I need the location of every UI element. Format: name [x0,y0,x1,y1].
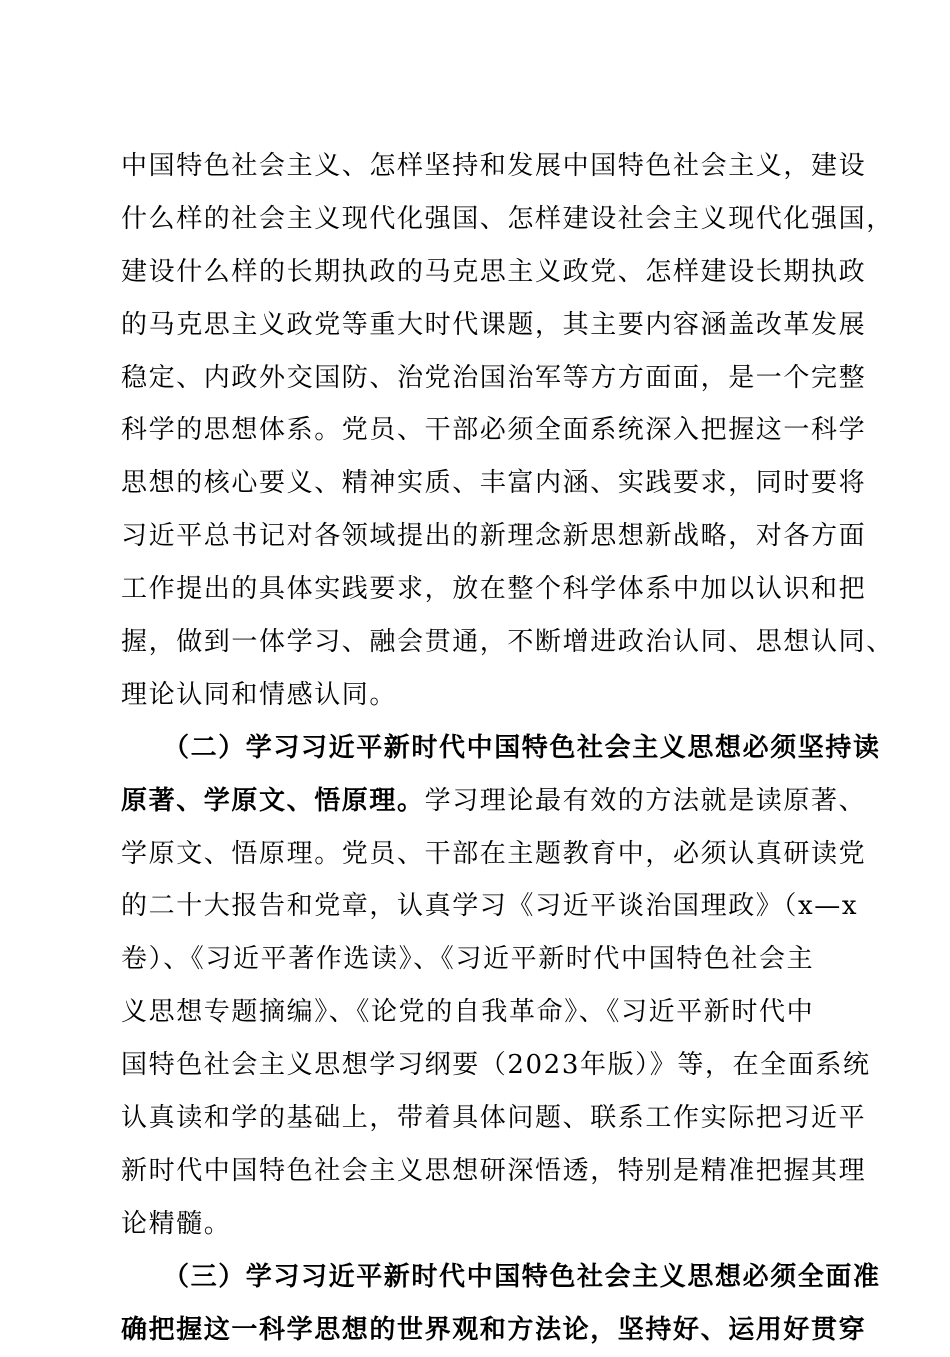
section-3-line [121,1304,867,1357]
section-2-line: 卷）、《习近平著作选读》、《习近平新时代中国特色社会主 [121,944,815,975]
body-line: 握，做到一体学习、融会贯通，不断增进政治认同、思想认同、 [121,627,894,658]
section-2-line: 认真读和学的基础上，带着具体问题、联系工作实际把习近平 [121,1103,867,1134]
section-2-line [121,775,867,828]
section-3-heading: （三）学习习近平新时代中国特色社会主义思想必须全面准 [163,1261,881,1292]
section-3-heading-cont: 确把握这一科学思想的世界观和方法论，坚持好、运用好贯穿 [121,1314,867,1345]
section-2-text: 学习理论最有效的方法就是读原著、 [424,785,867,816]
body-line: 稳定、内政外交国防、治党治国治军等方方面面，是一个完整 [121,362,867,393]
section-3-heading-line [121,1251,881,1304]
section-2-line: 论精髓。 [121,1208,232,1239]
body-line: 的马克思主义政党等重大时代课题，其主要内容涵盖改革发展 [121,309,867,340]
section-2-line: 学原文、悟原理。党员、干部在主题教育中，必须认真研读党 [121,838,867,869]
body-line: 理论认同和情感认同。 [121,679,398,710]
body-line: 科学的思想体系。党员、干部必须全面系统深入把握这一科学 [121,415,867,446]
section-2-line: 义思想专题摘编》、《论党的自我革命》、《习近平新时代中 [121,997,815,1028]
section-2-line: 的二十大报告和党章，认真学习《习近平谈治国理政》（x—x [121,891,859,922]
body-line: 工作提出的具体实践要求，放在整个科学体系中加以认识和把 [121,574,867,605]
body-line: 什么样的社会主义现代化强国、怎样建设社会主义现代化强国， [121,203,894,234]
section-2-line: 国特色社会主义思想学习纲要（2023年版）》等，在全面系统 [121,1050,871,1081]
body-line: 中国特色社会主义、怎样坚持和发展中国特色社会主义，建设 [121,151,867,181]
section-2-heading: （二）学习习近平新时代中国特色社会主义思想必须坚持读 [163,732,881,763]
document-body [121,140,894,1356]
section-2-heading-end: 原著、学原文、悟原理。 [121,785,425,816]
body-line: 习近平总书记对各领域提出的新理念新思想新战略，对各方面 [121,521,867,552]
section-2-line: 新时代中国特色社会主义思想研深悟透，特别是精准把握其理 [121,1155,867,1186]
body-line: 建设什么样的长期执政的马克思主义政党、怎样建设长期执政 [121,256,867,287]
body-line: 思想的核心要义、精神实质、丰富内涵、实践要求，同时要将 [121,468,867,499]
section-2-heading-line [121,722,881,775]
